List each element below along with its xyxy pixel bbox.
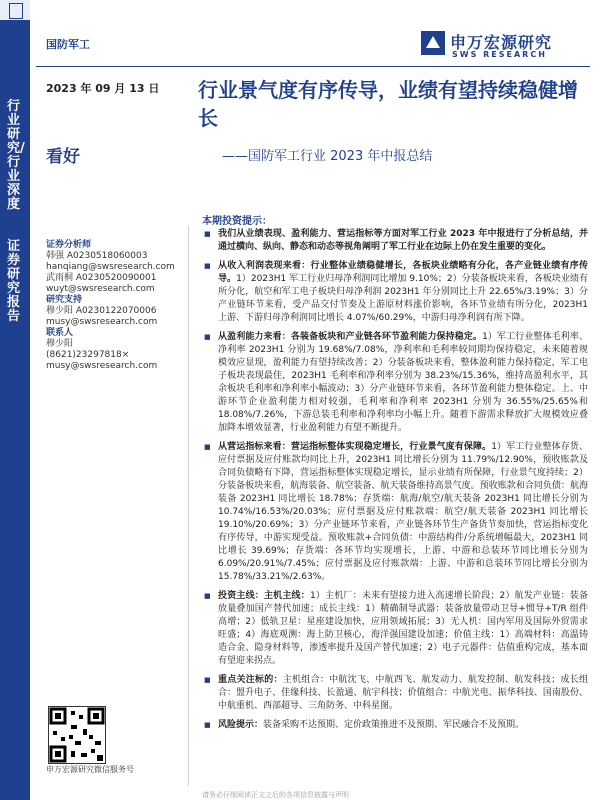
summary-point-text: 主机组合：中航沈飞、中航西飞、航发动力、航发控制、航发科技；成长组合：盟升电子、佳缘科技、长盈通、航宇科技；价值组合：中航光电、振华科技、国南股份、中航重机、西部超导、三角防务、中科星图。 <box>218 675 588 711</box>
analyst-panel <box>46 240 186 372</box>
report-date: 2023 年 09 月 13 日 <box>46 82 160 95</box>
footer-disclaimer: 请务必仔细阅读正文之后的各项信息披露与声明 <box>202 791 349 799</box>
summary-point-text: 1）军工行业整体存货、应付票据及应付账款均同比上升，2023H1 同比增长分别为 11.79%/12.90%，预收账款及合同负债略有下降，营运指标整体实现稳定增长，显示业绩有所保障，行业景气度持续；2）分装备板块来看，航海装备、航空装备、航天装备维持高景气度。预收账款和合同负债：航海装备 2023H1 同比增长 18.78%；存货端：航海/航空/航天装备 2023H1 同比增长分别为 10.74%/16.53%/20.03%；应付票据及应付账款端：航空/航天装备 2023H1 同比增长 19.10%/20.69%；3）分产业链环节来看，产业链各环节生产备货节奏加快，营运指标变化有序传导，中游实现受益。预收账款+合同负债：中游结构件/分系统增幅最大，2023H1 同比增长 39.69%；存货端：各环节均实现增长，上游、中游和总装环节同比增长分别为 6.09%/20.91%/7.45%；应付票据及应付账款端：上游、中游和总装环节同比增长分别为 15.78%/33.21%/2.63%。 <box>218 442 588 582</box>
summary-point-lead: 重点关注标的： <box>218 675 283 685</box>
summary-point <box>202 674 588 713</box>
summary-point-text: 我们从业绩表现、盈利能力、营运指标等方面对军工行业 2023 年中报进行了分析总结，并通过横向、纵向、静态和动态等视角阐明了军工行业在边际上仍在发生重要的变化。 <box>218 229 588 252</box>
analyst-role: 证券分析师 <box>46 240 92 250</box>
assistant-role: 研究支持 <box>46 295 83 305</box>
report-title: 行业景气度有序传导，业绩有望持续稳健增长 <box>198 78 578 130</box>
sidebar-label-industry: 行业研究/行业深度 <box>7 99 25 212</box>
brand-logo <box>420 28 580 62</box>
summary-point-lead: 从盈利能力来看：各装备板块和产业链各环节盈利能力保持稳定。 <box>218 332 483 342</box>
column-divider <box>188 226 189 786</box>
summary-point <box>202 441 588 584</box>
analyst-name: 武雨桐 A0230520090001 <box>46 273 157 283</box>
contact-email[interactable]: musy@swsresearch.com <box>46 361 158 371</box>
brand-name-en: SWS RESEARCH <box>452 50 547 59</box>
brand-name-cn: 申万宏源研究 <box>450 33 553 52</box>
analyst-email[interactable]: wuyt@swsresearch.com <box>46 284 155 294</box>
summary-heading: 本期投资提示： <box>202 216 272 227</box>
summary-point-text: 1）军工行业整体毛利率、净利率 2023H1 分别为 19.68%/7.08%，净利率和毛利率较同期均保持稳定，未来随着规模效应显现，盈利能力有望持续改善；2）分装备板块来看，整体盈利能力保持稳定，军工电子板块表现最佳，2023H1 毛利率和净利率分别为 38.23%/15.36%，维持高盈利水平，其余板块毛利率和净利率小幅波动；3）分产业链环节来看，各环节盈利能力整体稳定。上、中游环节企业盈利能力相对较强，毛利率和净利率 2023H1 分别为 36.55%/25.65%和 18.08%/7.26%，下游总装毛利率和净利率均小幅上升。随着下游需求释放扩大规模效应叠加降本增效显著，行业盈利能力有望不断提升。 <box>218 332 588 433</box>
sidebar-logo-icon <box>9 3 23 19</box>
sidebar-logo-box <box>0 0 30 20</box>
summary-point-text: 1）2023H1 军工行业归母净利润同比增加 9.10%；2）分装备板块来看，各板块业绩有所分化，航空和军工电子板块归母净利润 2023H1 年分别同比上升 22.65%/3.19%；3）分产业链环节来看，受产品交付节奏及上游原材料涨价影响，各环节业绩有所分化，2023H1 上游、下游归母净利润同比增长 4.07%/60.29%，中游归母净利润有所下降。 <box>218 274 588 323</box>
summary-point-text: 装备采购不达预期、定价政策推进不及预期、军民融合不及预期。 <box>263 720 525 730</box>
analyst-name: 韩强 A0230518060003 <box>46 251 148 261</box>
brand-mark-icon <box>420 30 446 56</box>
analyst-email[interactable]: hanqiang@swsresearch.com <box>46 262 175 272</box>
summary-point <box>202 228 588 254</box>
report-subtitle: ——国防军工行业 2023 年中报总结 <box>222 149 433 164</box>
header-divider <box>36 66 590 67</box>
summary-point-text: 1）主机厂：未来有望接力进入高速增长阶段；2）航发产业链：装备放量叠加国产替代加速；成长主线：1）精确制导武器：装备放量带动卫导+惯导+T/R 组件高增；2）低轨卫星：星座建设加快，应用领域拓展；3）无人机：国内军用及国际外贸需求旺盛；4）海底观测：海上防卫核心，海洋强国建设加速；价值主线：1）高端材料：高温铸造合金、隐身材料等，渗透率提升及国产替代加速；2）电子元器件：估值重构完成，基本面有望迎来拐点。 <box>218 591 588 666</box>
assistant-email[interactable]: musy@swsresearch.com <box>46 317 158 327</box>
contact-role: 联系人 <box>46 328 74 338</box>
rating: 看好 <box>46 147 80 167</box>
left-sidebar <box>0 0 30 800</box>
qr-code-icon <box>48 706 106 764</box>
summary-point-lead: 投资主线：主机主线： <box>218 591 310 601</box>
summary-body <box>202 228 588 738</box>
qr-code-label: 申万宏源研究微信服务号 <box>46 765 134 774</box>
summary-point <box>202 331 588 435</box>
summary-point <box>202 590 588 668</box>
summary-point <box>202 260 588 325</box>
header-category: 国防军工 <box>46 38 90 51</box>
sidebar-label-report: 证券研究报告 <box>7 239 21 324</box>
assistant-name: 穆少阳 A0230122070006 <box>46 306 157 316</box>
summary-point <box>202 719 588 732</box>
contact-phone: (8621)23297818× <box>46 350 130 360</box>
summary-point-lead: 从收入利润表现来看：行业整体业绩稳健增长，各板块业绩略有分化，各产业链业绩有序传导。 <box>218 261 588 284</box>
contact-name: 穆少阳 <box>46 339 74 349</box>
summary-point-lead: 从营运指标来看：营运指标整体实现稳定增长，行业景气度有保障。 <box>218 442 492 452</box>
summary-point-lead: 风险提示： <box>218 720 264 730</box>
